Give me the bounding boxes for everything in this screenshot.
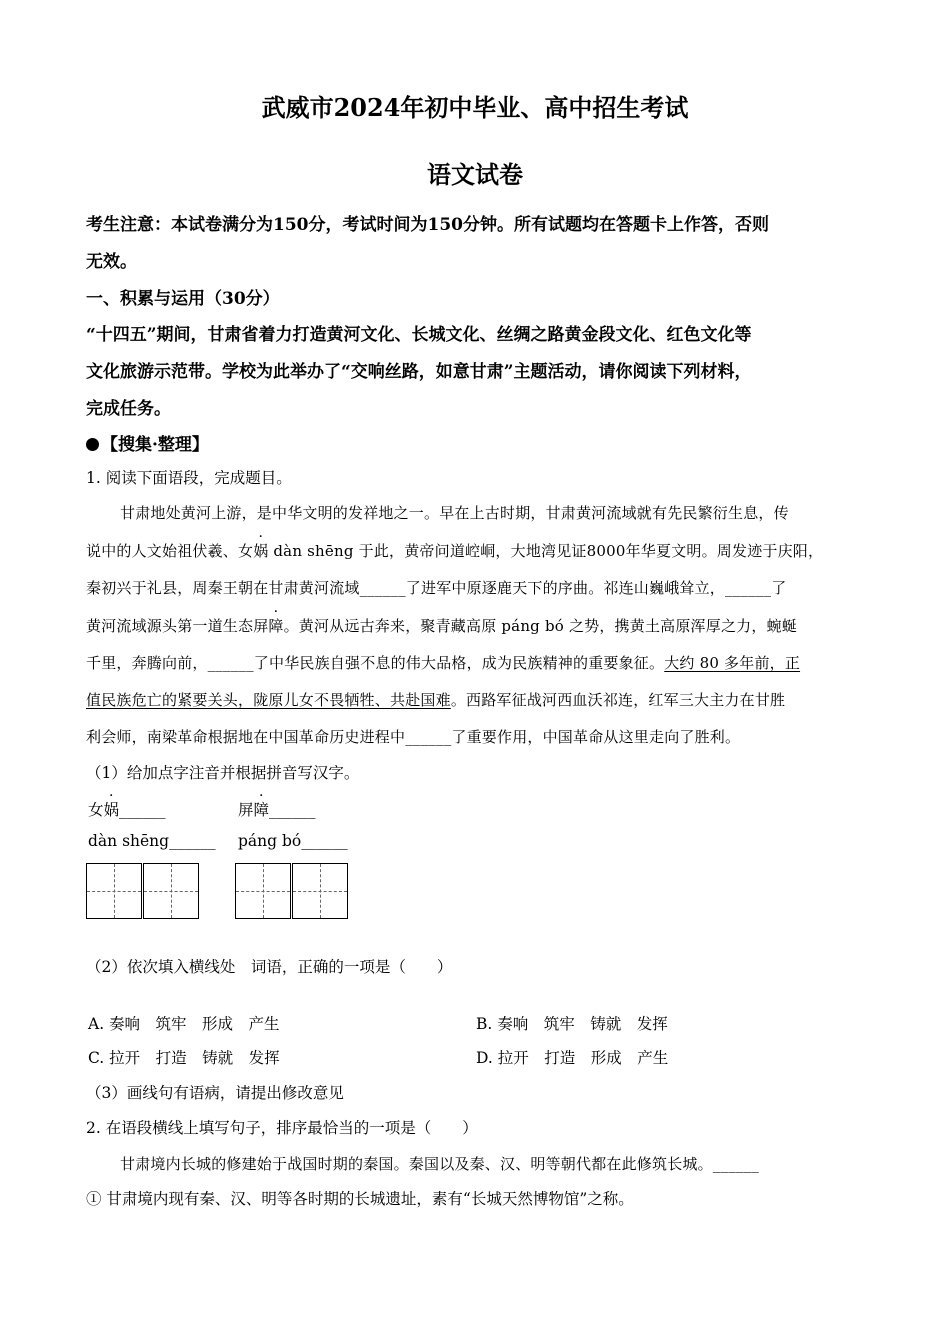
sub3-stem: （3）画线句有语病，请提出修改意见	[86, 1084, 344, 1102]
dotted-char: 障	[268, 617, 284, 635]
dotted-char: 娲	[103, 801, 120, 819]
passage-line-5	[86, 652, 800, 673]
q2-passage: 甘肃境内长城的修建始于战国时期的秦国。秦国以及秦、汉、明等朝代都在此修筑长城。______	[120, 1155, 760, 1173]
answer-blank[interactable]: ______	[269, 801, 316, 819]
intro-line-2: 文化旅游示范带。学校为此举办了“交响丝路，如意甘肃”主题活动，请你阅读下列材料，	[86, 362, 752, 382]
collect-heading	[86, 430, 209, 455]
dotted-char: 障	[253, 801, 270, 819]
writing-grid-cell[interactable]	[292, 863, 348, 919]
passage-line-4	[86, 615, 797, 636]
writing-grid-cell[interactable]	[86, 863, 142, 919]
item-text: 女	[88, 801, 104, 819]
exam-title: 武威市2024年初中毕业、高中招生考试	[261, 93, 689, 122]
sub1-item-b	[238, 798, 316, 820]
q2-item-1: ① 甘肃境内现有秦、汉、明等各时期的长城遗址，素有“长城天然博物馆”之称。	[86, 1190, 634, 1208]
writing-grid-cell[interactable]	[143, 863, 199, 919]
sub2-stem: （2）依次填入横线处 词语，正确的一项是（ ）	[86, 958, 453, 976]
intro-line-1: “十四五”期间，甘肃省着力打造黄河文化、长城文化、丝绸之路黄金段文化、红色文化等	[86, 325, 752, 345]
passage-line-7: 利会师，南梁革命根据地在中国革命历史进程中______了重要作用，中国革命从这里走向了胜利。	[86, 728, 741, 746]
intro-line-3: 完成任务。	[86, 399, 171, 419]
item-text: 屏	[238, 801, 254, 819]
passage-text: 千里，奔腾向前，______了中华民族自强不息的伟大品格，成为民族精神的重要象征。	[86, 654, 665, 672]
sub1-item-d[interactable]: páng bó______	[238, 832, 348, 850]
bullet-icon	[86, 438, 99, 451]
sub1-item-a	[88, 798, 166, 820]
passage-line-6	[86, 689, 785, 710]
option-a[interactable]: A. 奏响 筑牢 形成 产生	[88, 1015, 280, 1033]
underlined-sentence: 大约 80 多年前，正	[664, 654, 801, 672]
notice-line-1: 考生注意：本试卷满分为150分，考试时间为150分钟。所有试题均在答题卡上作答，否则	[86, 215, 769, 235]
passage-text: 黄河流域源头第一道生态屏	[86, 617, 269, 635]
passage-line-3: 秦初兴于礼县，周秦王朝在甘肃黄河流域______了进军中原逐鹿天下的序曲。祁连山巍峨耸立，______了	[86, 579, 787, 597]
sub1-item-c[interactable]: dàn shēng______	[88, 832, 216, 850]
notice-line-2: 无效。	[86, 252, 137, 272]
passage-text: dàn shēng 于此，黄帝问道崆峒，大地湾见证8000年华夏文明。周发迹于庆阳，	[268, 542, 824, 560]
passage-line-2	[86, 540, 823, 561]
option-b[interactable]: B. 奏响 筑牢 铸就 发挥	[476, 1015, 668, 1033]
collect-heading-text: 【搜集·整理】	[101, 435, 209, 455]
passage-line-1: 甘肃地处黄河上游，是中华文明的发祥地之一。早在上古时期，甘肃黄河流域就有先民繁衍生息，传	[120, 504, 789, 522]
passage-text: 。黄河从远古奔来，聚青藏高原 páng bó 之势，携黄土高原浑厚之力，蜿蜒	[283, 617, 797, 635]
exam-subtitle: 语文试卷	[427, 160, 523, 189]
q1-stem: 1. 阅读下面语段，完成题目。	[86, 469, 292, 487]
answer-blank[interactable]: ______	[119, 801, 166, 819]
dotted-char: 娲	[253, 542, 269, 560]
passage-text: 说中的人文始祖伏羲、女	[86, 542, 254, 560]
q2-stem: 2. 在语段横线上填写句子，排序最恰当的一项是（ ）	[86, 1119, 478, 1137]
section-heading: 一、积累与运用（30分）	[86, 289, 280, 309]
underlined-sentence: 值民族危亡的紧要关头，陇原儿女不畏牺牲、共赴国难	[86, 691, 451, 709]
sub1-stem: （1）给加点字注音并根据拼音写汉字。	[86, 764, 360, 782]
option-d[interactable]: D. 拉开 打造 形成 产生	[476, 1049, 669, 1067]
writing-grid-cell[interactable]	[235, 863, 291, 919]
option-c[interactable]: C. 拉开 打造 铸就 发挥	[88, 1049, 280, 1067]
passage-text: 。西路军征战河西血沃祁连，红军三大主力在甘胜	[450, 691, 786, 709]
